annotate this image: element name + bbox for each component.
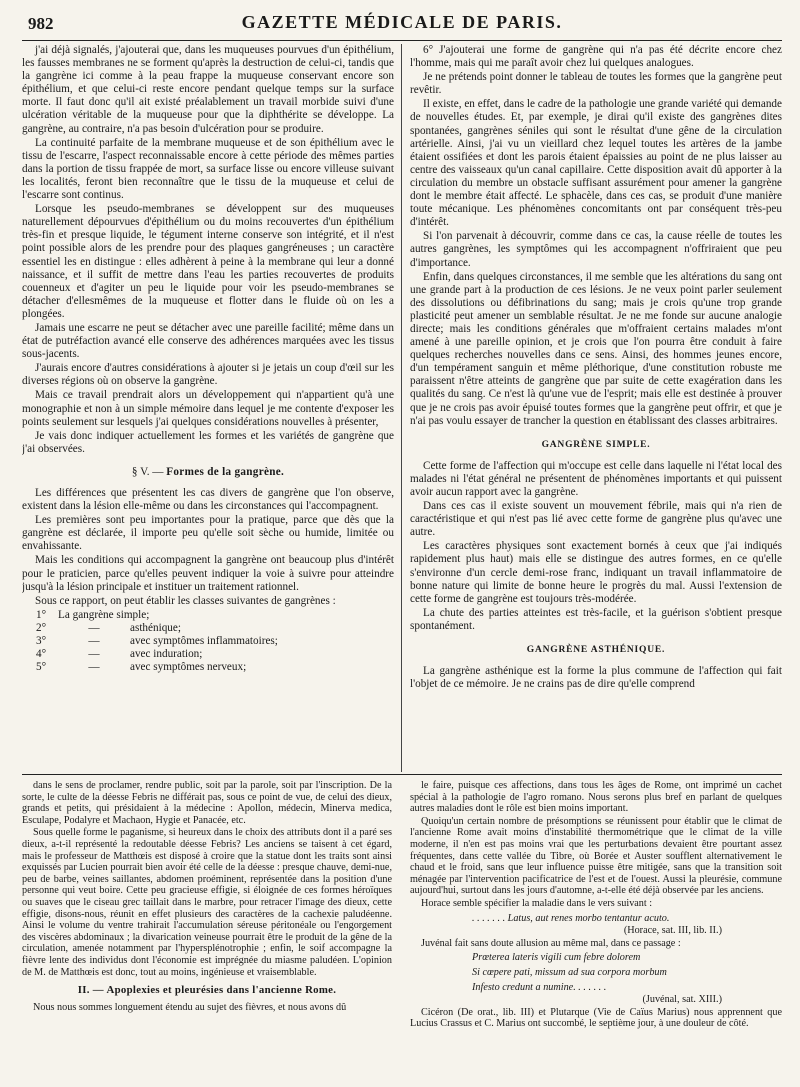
verse-line: Si cœpere pati, missum ad sua corpora morbum [472,966,667,978]
paragraph: Je ne prétends point donner le tableau de toutes les formes que la gangrène peut revêtir. [410,71,782,97]
paragraph: Sous quelle forme le paganisme, si heureux dans le choix des attributs dont il a paré ses dieux, a-t-il représenté la redoutable déesse Febris? Les anciens se taisent à cet égard, mais le professeur de Matthœis est disposé à croire que la statue dont les traits sont ainsi exquissés par Lucien pourrait bien avoir été celle de la déesse : presque chauve, demi-nue, peu de barbe, veines saillantes, abdomen proéminent, représentée dans la position d'une personne qui veut boire. Cette peu gracieuse effigie, si éloignée de ces formes héroïques ou suaves que le ciseau grec taillait dans le marbre, pour retracer l'image des dieux, cette effigie, disons-nous, réunit en effet plusieurs des caractères de la cachexie paludéenne. Ainsi le volume du ventre trahirait l'accumulation séreuse péritonéale ou l'engorgement des viscères abdominaux ; la divarication veineuse pourrait être le produit de la gêne de la circulation, amenée notamment par l'hypersplénotrophie ; enfin, le soif accompagne la fièvre lente des individus dont l'économie est imprégnée du miasme paludéen. L'opinion de M. de Matthœis est donc, tout au moins, ingénieuse et vraisemblable. [22,827,392,978]
page-header [22,4,782,38]
paragraph: Sous ce rapport, on peut établir les classes suivantes de gangrènes : [35,594,336,607]
list-item [36,661,394,674]
verse-source: (Juvénal, sat. XIII.) [642,994,722,1006]
paragraph: Cette forme de l'affection qui m'occupe est celle dans laquelle ni l'état local des malades ni l'état général ne présentent de phénomènes importants et qui puissent avoir aucun rapport avec la gangrène. [410,459,782,498]
list-item-number: 5° [36,661,47,674]
list-item [36,635,394,648]
section-heading-title: Formes de la gangrène. [166,465,285,478]
feuilleton-right [410,780,782,1080]
subheading-text: GANGRÈNE SIMPLE. [541,439,651,450]
list-item-dash: — [88,621,100,634]
list-item [36,622,394,635]
paragraph: Les premières sont peu importantes pour la pratique, parce que dès que la gangrène est déclarée, il importe peu qu'elle soit sèche ou humide, limitée ou envahissante. [22,514,394,553]
verse-line: Prœterea lateris vigili cum febre dolorem [472,952,641,964]
paragraph: Dans ces cas il existe souvent un mouvement fébrile, mais qui n'a rien de caractéristique et qui n'est pas lié avec cette forme de gangrène plus qu'avec une autre. [410,500,782,539]
paragraph: Si l'on parvenait à découvrir, comme dans ce cas, la cause réelle de toutes les autres gangrènes, les symptômes qui les accompagnent n'offriraient que peu d'importance. [410,230,782,269]
column-rule [401,44,402,772]
list-item-number: 4° [36,648,47,661]
journal-title: GAZETTE MÉDICALE DE PARIS. [241,12,563,32]
paragraph: La continuité parfaite de la membrane muqueuse et de son épithélium avec le tissu de l'escarre, l'aspect reconnaissable encore à cette période des mêmes parties dans la portion de tissu frappée de mort, sa surface lisse ou encore villeuse suivant les localités, feront bien reconnaître que le tissu de la muqueuse et celui de l'escarre sont continus. [22,136,394,202]
list-item [36,609,394,622]
list-item-text: La gangrène simple; [58,608,150,621]
paragraph: Jamais une escarre ne peut se détacher avec une pareille facilité; même dans un état de putréfaction avancé elle conserve des adhérences marquées avec les tissus sous-jacents. [22,321,394,361]
list-item [36,648,394,661]
list-item-number: 2° [36,621,47,634]
feuilleton-heading [22,985,392,997]
list-item-number: 3° [36,635,47,648]
paragraph: Les différences que présentent les cas divers de gangrène que l'on observe, existent dans la lésion elle-même ou dans les circonstances qui l'accompagnent. [22,487,394,513]
paragraph: Mais ce travail prendrait alors un développement qui n'appartient qu'à une monographie et non à un simple mémoire dans lequel je me contente d'exposer les points seulement sur lesquels j'ai quelques considérations nouvelles à présenter, [22,389,394,428]
paragraph: Quoiqu'un certain nombre de présomptions se réunissent pour établir que le climat de l'ancienne Rome avait moins d'instabilité thermométrique que le climat de la ville moderne, il n'en est pas moins vrai que les perturbations devaient être pourtant assez fréquentes, dans cette vallée du Tibre, où Borée et Auster soufflent alternativement le chaud et le froid, sans que leur influence puisse être mitigée, sans que la transition soit ménagée par l'intervention pacificatrice de l'est et de l'ouest. Aussi la pleurésie, commune aujourd'hui, surtout dans les jours d'automne, a-t-elle été déjà observée par les anciens. [410,815,782,897]
paragraph: La gangrène asthénique est la forme la plus commune de l'affection qui fait l'objet de ce mémoire. Je ne crains pas de dire qu'elle comprend [410,665,782,691]
right-column [410,44,782,772]
subheading-gangrene-asthenique [410,643,782,657]
section-heading-number: § V. — [131,465,164,478]
paragraph: Enfin, dans quelques circonstances, il me semble que les altérations du sang ont une grande part à la production de ces lésions. Je ne veux point parler seulement des dissolutions ou défibrinations du sang; mais je crois qu'une trop grande plasticité peut amener un semblable résultat. Je ne me fonde sur aucune analogie directe; mais les conditions générales que m'offraient certains malades m'ont amené à une pareille opinion, et je crois que l'on pourra être conduit à faire quelques recherches nouvelles dans ce sens. Ainsi, des hommes jeunes encore, d'un tempérament sanguin et même pléthorique, d'une constitution robuste me paraissent n'être atteints de gangrène que par suite de cette exagération dans les qualités du sang. Ce n'est là qu'une vue de l'esprit; mais elle est destinée à prouver que je ne crois pas avoir épuisé toutes formes que la gangrène peut offrir, et que je n'ai pas voulu essayer de trancher la question en établissant des classes arbitraires. [410,270,782,427]
verse-source: (Horace, sat. III, lib. II.) [623,925,722,937]
paragraph: Je vais donc indiquer actuellement les formes et les variétés de gangrène que j'ai observées. [22,429,394,455]
list-item-text: avec symptômes inflammatoires; [130,635,278,648]
paragraph: Les caractères physiques sont exactement bornés à ceux que j'ai indiqués rapidement plus haut) mais elle se distingue des autres formes, en ce qu'elle s'environne d'un cercle demi-rose franc, indiquant un travail inflammatoire de bonne nature qui limite de bonne heure le progrès du mal. Aussi l'extension de cette forme de gangrène est toujours très-modérée. [410,540,782,605]
paragraph: Nous nous sommes longuement étendu au sujet des fièvres, et nous avons dû [33,1001,347,1013]
feuilleton-heading-number: II. — [77,984,104,997]
list-item-dash: — [88,648,100,661]
list-item-text: asthénique; [130,621,181,634]
list-item-number: 1° [36,608,47,621]
left-column [22,44,394,772]
list-item-dash: — [88,661,100,674]
paragraph: Juvénal fait sans doute allusion au même mal, dans ce passage : [421,937,681,949]
paragraph: j'ai déjà signalés, j'ajouterai que, dans les muqueuses pourvues d'un épithélium, les fausses membranes ne se forment qu'après la destruction de celui-ci, tandis que la gangrène ici comme à la peau frappe la muqueuse conservant encore son épithélium, et que celui-ci reste encore pendant quelque temps sur la surface morte. Il faut donc qu'il ait existé préalablement un travail morbide suivi d'une ulcération véritable de la muqueuse pour que la diphthérite se développe. La gangrène, au contraire, n'a pas besoin d'ulcération pour se produire. [22,44,394,135]
subheading-gangrene-simple [410,438,782,452]
page-number: 982 [28,14,54,33]
paragraph: Horace semble spécifier la maladie dans le vers suivant : [421,897,653,909]
section-heading [22,466,394,479]
paragraph: Il existe, en effet, dans le cadre de la pathologie une grande variété qui demande de nouvelles études. Et, par exemple, je dirai qu'il existe des gangrènes dites spontanées, gangrènes séniles qui sont le résultat d'une gêne de la circulation artérielle. Ainsi, j'ai vu un vieillard chez lequel toutes les artères de la jambe étaient ossifiées et dont les parois étaient épaissies au point de ne plus laisser au centre des vaisseaux qu'un canal capillaire. Cette disposition avait dû apporter à la circulation du membre un obstacle suffisant assurément pour amener la gangrène dont le membre était affecté. Le sphacèle, dans ces cas, se produit d'une manière toute mécanique. Les phénomènes concomitants ont par conséquent très-peu d'intérêt. [410,98,782,229]
paragraph: La chute des parties atteintes est très-facile, et la guérison s'obtient presque spontanément. [410,606,782,632]
paragraph: 6° J'ajouterai une forme de gangrène qui n'a pas été décrite encore chez l'homme, mais qui me paraît avoir chez lui quelques analogues. [410,44,782,70]
feuilleton-rule [22,774,782,775]
paragraph: Mais les conditions qui accompagnent la gangrène ont beaucoup plus d'intérêt pour le praticien, parce qu'elles peuvent indiquer la voie à suivre pour atteindre jusqu'à la lésion principale et instituer un traitement rationnel. [22,554,394,593]
feuilleton-heading-title: Apoplexies et pleurésies dans l'ancienne Rome. [106,984,337,997]
paragraph: J'aurais encore d'autres considérations à ajouter si je jetais un coup d'œil sur les diverses régions où on observe la gangrène. [22,362,394,388]
paragraph: Lorsque les pseudo-membranes se développent sur des muqueuses naturellement dépourvues d'épithélium ou du moins recouvertes d'un épithélium très-fin et presque liquide, le tégument interne conserve son intégrité, et il n'est point possible alors de les prendre pour des plaques gangréneuses ; un caractère essentiel les en distingue : elles adhèrent à peine à la membrane qui leur a donné naissance, et il suffit de mettre dans l'eau les parties recouvertes de produits couenneux et d'agiter un peu le liquide pour voir les pseudo-membranes se détacher d'ellesmêmes de la muqueuse et flotter dans le fluide où on les a plongées. [22,203,394,320]
subheading-text: GANGRÈNE ASTHÉNIQUE. [526,645,666,656]
header-rule [22,40,782,41]
list-item-text: avec induration; [130,648,203,661]
paragraph: Cicéron (De orat., lib. III) et Plutarque (Vie de Caïus Marius) nous apprennent que Lucius Crassus et C. Marius ont succombé, le septième jour, à une douleur de côté. [410,1006,782,1030]
paragraph: le faire, puisque ces affections, dans tous les âges de Rome, ont imprimé un cachet spécial à la pathologie de l'agro romano. Nous serons plus bref en parlant de quelques autres maladies dont le rôle est bien moins important. [410,780,782,815]
verse-line: . . . . . . . Latus, aut renes morbo tentantur acuto. [472,912,670,924]
gangrene-classes-list [36,609,394,674]
list-item-text: avec symptômes nerveux; [130,661,247,674]
feuilleton-left [22,780,392,1080]
verse-line: Infesto credunt a numine. . . . . . . [472,981,607,993]
list-item-dash: — [88,635,100,648]
paragraph: dans le sens de proclamer, rendre public, soit par la parole, soit par l'inscription. De la sorte, le culte de la déesse Febris ne différait pas, sous ce point de vue, de celui des dieux, grands et petits, qui présidaient à la médecine : Apollon, médecin, Minerva medica, Esculape, Podalyre et Machaon, Hygie et Panacée, etc. [22,780,392,826]
